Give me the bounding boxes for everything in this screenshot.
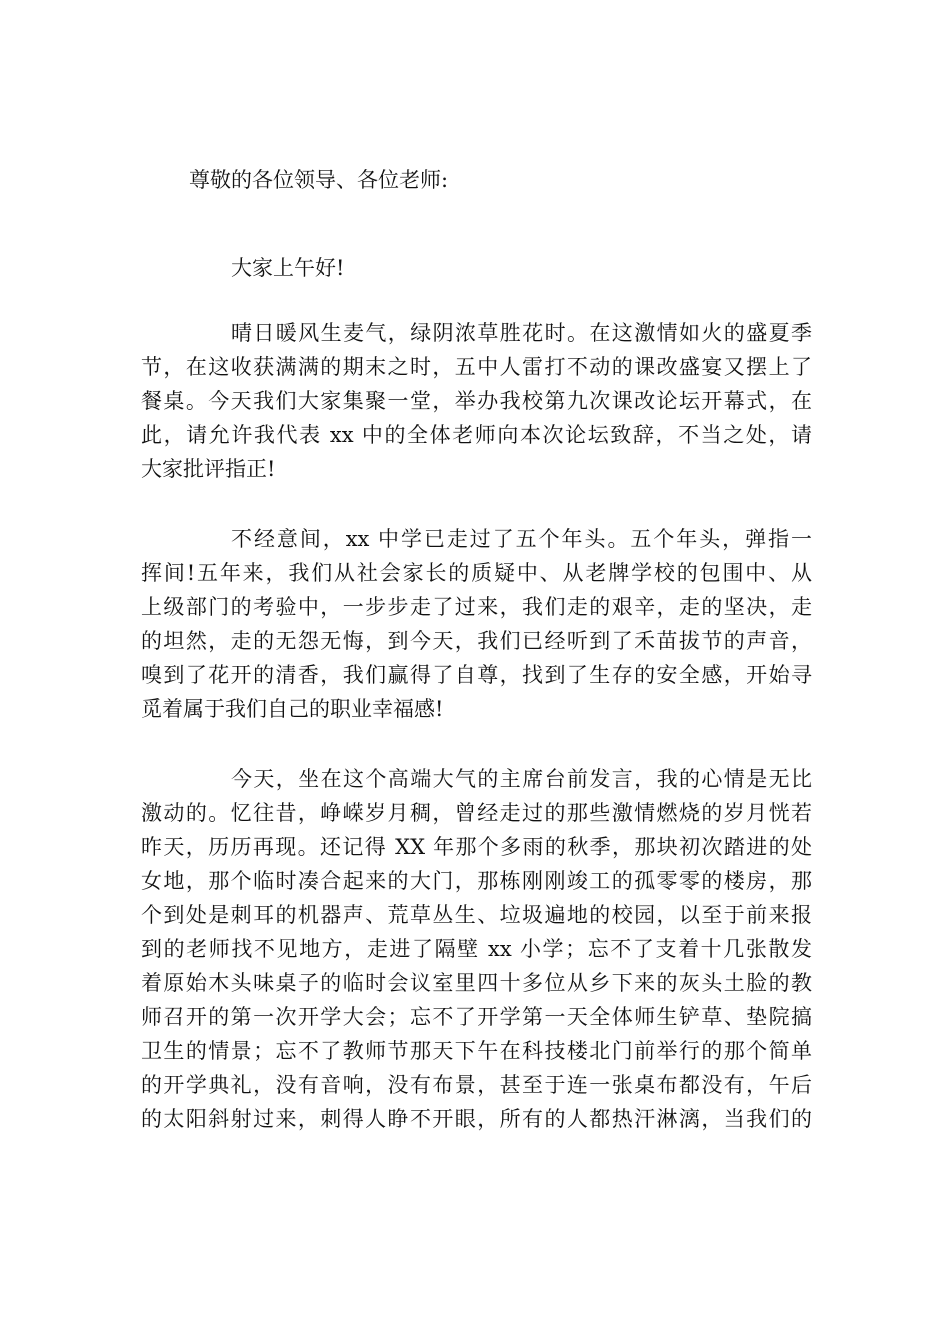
paragraph-line: 餐桌。今天我们大家集聚一堂，举办我校第九次课改论坛开幕式，在	[141, 389, 812, 413]
paragraph-line: 晴日暖风生麦气，绿阴浓草胜花时。在这激情如火的盛夏季	[231, 321, 812, 345]
paragraph-line: 嗅到了花开的清香，我们赢得了自尊，找到了生存的安全感，开始寻	[141, 663, 812, 687]
paragraph-line: 觅着属于我们自己的职业幸福感!	[141, 697, 444, 721]
paragraph-line: 女地，那个临时凑合起来的大门，那栋刚刚竣工的孤零零的楼房，那	[141, 869, 812, 893]
paragraph-line: 个到处是刺耳的机器声、荒草丛生、垃圾遍地的校园，以至于前来报	[141, 903, 812, 927]
paragraph-line: 的太阳斜射过来，刺得人睁不开眼，所有的人都热汗淋漓，当我们的	[141, 1107, 812, 1131]
paragraph-line: 着原始木头味桌子的临时会议室里四十多位从乡下来的灰头土脸的教	[141, 971, 812, 995]
paragraph-1	[141, 316, 812, 486]
paragraph-line: 挥间!五年来，我们从社会家长的质疑中、从老牌学校的包围中、从	[141, 561, 812, 585]
paragraph-line: 今天，坐在这个高端大气的主席台前发言，我的心情是无比	[231, 767, 812, 791]
paragraph-line: 不经意间，xx 中学已走过了五个年头。五个年头，弹指一	[231, 527, 812, 551]
paragraph-line: 卫生的情景；忘不了教师节那天下午在科技楼北门前举行的那个简单	[141, 1039, 812, 1063]
paragraph-2	[141, 522, 812, 726]
paragraph-line: 此，请允许我代表 xx 中的全体老师向本次论坛致辞，不当之处，请	[141, 423, 812, 447]
paragraph-line: 节，在这收获满满的期末之时，五中人雷打不动的课改盛宴又摆上了	[141, 355, 812, 379]
paragraph-line: 大家批评指正!	[141, 457, 276, 481]
paragraph-3	[141, 762, 812, 1136]
greeting: 大家上午好!	[231, 256, 345, 280]
paragraph-line: 激动的。忆往昔，峥嵘岁月稠，曾经走过的那些激情燃烧的岁月恍若	[141, 801, 812, 825]
paragraph-line: 上级部门的考验中，一步步走了过来，我们走的艰辛，走的坚决，走	[141, 595, 812, 619]
paragraph-line: 到的老师找不见地方，走进了隔壁 xx 小学；忘不了支着十几张散发	[141, 937, 812, 961]
salutation: 尊敬的各位领导、各位老师:	[189, 168, 449, 192]
paragraph-line: 的开学典礼，没有音响，没有布景，甚至于连一张桌布都没有，午后	[141, 1073, 812, 1097]
paragraph-line: 的坦然，走的无怨无悔，到今天，我们已经听到了禾苗拔节的声音，	[141, 629, 812, 653]
paragraph-line: 师召开的第一次开学大会；忘不了开学第一天全体师生铲草、垫院搞	[141, 1005, 812, 1029]
document-body	[141, 166, 812, 1172]
paragraph-line: 昨天，历历再现。还记得 XX 年那个多雨的秋季，那块初次踏进的处	[141, 835, 812, 859]
